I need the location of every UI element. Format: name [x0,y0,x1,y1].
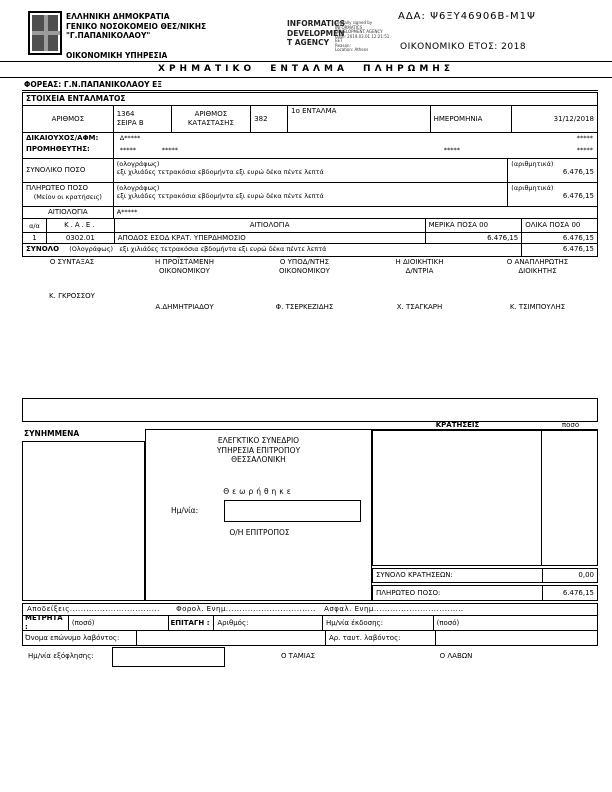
beneficiary-masked-right: ***** [576,134,593,142]
org-block [66,12,206,41]
deductions-amount-header: ποσό [543,421,598,431]
audit-court-line3: ΘΕΣΣΑΛΟΝΙΚΗ [231,455,286,464]
org-hospital-name: "Γ.ΠΑΠΑΝΙΚΟΛΑΟΥ" [66,31,151,40]
signature-column [22,258,122,318]
reason-row [22,207,598,219]
deductions-total-row [372,568,598,583]
signature-title: Ο ΥΠΟΔ/ΝΤΗΣ [279,258,330,266]
issue-date-label: Ημ/νία έκδοσης: [322,616,433,630]
kae-row-num: 1 [32,234,37,242]
signature-title-2: ΟΙΚΟΝΟΜΙΚΟΥ [279,267,330,275]
kae-row-reason: ΑΠΟΔΟΣ ΕΣΟΔ ΚΡΑΤ. ΥΠΕΡΔΗΜΟΣΙΟ [114,233,425,243]
supplier-masked-3: ***** [443,146,460,154]
signature-name: Φ. ΤΣΕΡΚΕΖΙΔΗΣ [275,303,334,311]
audit-date-label: Ημ/νία: [171,506,199,515]
kae-row-code: 0302.01 [46,233,114,243]
stamp-sig-line: Date: 2019.03.01 12:21:51 [335,33,390,39]
kae-total-words-cell [23,244,521,256]
beneficiary-supplier-values [113,133,597,158]
net-payable-label: ΠΛΗΡΩΤΕΟ ΠΟΣΟ: [376,588,441,597]
in-words-label: (ολογράφως) [116,184,160,192]
beneficiary-label: ΔΙΚΑΙΟΥΧΟΣ/ΑΦΜ: [26,134,99,142]
payable-amount-numeric-cell [507,183,597,206]
supplier-label: ΠΡΟΜΗΘΕΥΤΗΣ: [26,145,90,153]
signatures-block [22,258,598,318]
signature-title: Η ΔΙΟΙΚΗΤΙΚΗ [395,258,444,266]
deductions-header: ΚΡΑΤΗΣΕΙΣ [372,421,543,431]
deductions-list-area [373,430,542,565]
kae-row-total-amount: 6.476,15 [521,233,597,243]
kae-row-partial-amount: 6.476,15 [425,233,522,243]
org-republic: ΕΛΛΗΝΙΚΗ ΔΗΜΟΚΡΑΤΙΑ [66,12,170,21]
kae-col-kae: Κ.Α.Ε. [46,219,114,232]
details-number-row [22,106,598,133]
total-amount-numeric-cell [507,159,597,182]
kae-total-words: εξι χιλιάδες τετρακόσια εβδομήντα εξι ευρώ δέκα πέντε λεπτά [119,245,327,253]
payment-date-label: Ημ/νία εξόφλησης: [28,652,94,660]
audit-date-input-box [224,500,361,522]
deductions-total-value: 0,00 [542,569,597,582]
payment-method-row [22,616,598,631]
reason-value: Α***** [113,207,597,218]
kae-col-num: α/α [29,221,40,230]
signature-column [247,258,362,318]
stamp-sig-line: INFORMATICS [335,24,363,30]
details-section-header [22,92,598,106]
hospital-cross-logo [28,11,62,55]
recipient-id-label: Αρ. ταυτ. λαβόντος: [325,631,435,645]
audit-court-line1: ΕΛΕΓΚΤΙΚΟ ΣΥΝΕΔΡΙΟ [217,436,300,445]
signature-column [122,258,247,318]
payable-amount-row [22,183,598,207]
signature-name: Κ. ΤΣΙΜΠΟΥΛΗΣ [509,303,566,311]
commissioner-label: Ο/Η ΕΠΙΤΡΟΠΟΣ [229,528,290,537]
stamp-sig-line: Reason: [335,42,351,48]
payable-amount-numeric: 6.476,15 [562,192,594,200]
recipient-name-label: Όνομα επώνυμο λαβόντος: [25,633,120,642]
supplier-masked-1: ***** [119,146,136,154]
payable-amount-words: εξι χιλιάδες τετρακόσια εβδομήντα εξι ευρώ δέκα πέντε λεπτά [116,192,324,200]
net-payable-value: 6.476,15 [542,586,597,600]
payment-date-box [112,647,225,667]
stamp-sig-line: Location: Athens [335,47,369,52]
attachments-box [22,441,145,601]
logo-quadrant [32,15,44,31]
total-amount-label: ΣΥΝΟΛΙΚΟ ΠΟΣΟ [26,166,86,174]
cash-amount-label: (ποσό) [68,616,168,630]
fiscal-year: ΟΙΚΟΝΟΜΙΚΟ ΕΤΟΣ: 2018 [400,42,527,52]
status-number-value: 382 [250,106,287,132]
series-value: ΣΕΙΡΑ Β [116,119,144,127]
supplier-masked-2: ***** [161,146,178,154]
org-hospital: ΓΕΝΙΚΟ ΝΟΣΟΚΟΜΕΙΟ ΘΕΣ/ΝΙΚΗΣ [66,21,207,31]
stamp-line: DEVELOPMEN [287,28,345,38]
stamp-line: T AGENCY [287,38,330,47]
supplier-masked-4: ***** [576,146,593,154]
kae-col-total: ΟΛΙΚΑ ΠΟΣΑ 00 [521,219,597,232]
stamp-line: INFORMATICS [287,19,345,28]
total-amount-numeric: 6.476,15 [562,168,594,176]
entalma-ordinal: 1ο ΕΝΤΑΛΜΑ [287,106,429,132]
deductions-box [372,429,598,566]
insurance-clearance-leader: Ασφαλ. Ενημ................................. [324,605,464,613]
footer-certificates-row [22,603,598,616]
stamp-sig-line: EET [335,38,343,43]
org-department: ΟΙΚΟΝΟΜΙΚΗ ΥΠΗΡΕΣΙΑ [66,51,168,60]
attachments-label: ΣΥΝΗΜΜΕΝΑ [24,429,80,438]
kae-total-label: ΣΥΝΟΛΟ [26,245,60,253]
status-number-label: ΑΡΙΘΜΟΣ ΚΑΤΑΣΤΑΣΗΣ [171,106,251,132]
date-label: ΗΜΕΡΟΜΗΝΙΑ [430,106,512,132]
signature-title-2: ΟΙΚΟΝΟΜΙΚΟΥ [159,267,210,275]
header-divider [0,61,612,62]
signature-title-2: Δ/ΝΤΡΙΑ [405,267,434,275]
ada-code: ΑΔΑ: Ψ6ΞΥ46906Β-Μ1Ψ [398,11,536,22]
total-amount-words-cell [113,159,508,182]
signature-column [362,258,477,318]
title-divider [0,77,612,78]
cheque-number-label: Αριθμός: [213,616,322,630]
stamp-sig-line: DEVELOPMENT AGENCY [335,29,383,34]
signature-name: Κ. ΓΚΡΟΣΣΟΥ [49,292,95,300]
in-words-label: (ολογράφως) [116,160,160,168]
payable-amount-sublabel: (Μείον οι κρατήσεις) [33,193,102,201]
number-label: ΑΡΙΘΜΟΣ [51,114,85,123]
payable-amount-label: ΠΛΗΡΩΤΕΟ ΠΟΣΟ [26,184,89,192]
recipient-sign-label: Ο ΛΑΒΩΝ [439,652,473,660]
recipient-row [22,631,598,646]
kae-col-partial: ΜΕΡΙΚΑ ΠΟΣΑ 00 [425,219,522,232]
signature-title: Ο ΑΝΑΠΛΗΡΩΤΗΣ [506,258,569,266]
total-amount-row [22,159,598,183]
signature-name: Α.ΔΗΜΗΤΡΙΑΔΟΥ [155,303,214,311]
signature-title-2: ΔΙΟΙΚΗΤΗΣ [518,267,557,275]
kae-col-reason: ΑΙΤΙΟΛΟΓΙΑ [114,219,425,232]
cash-label: ΜΕΤΡΗΤΑ : [25,616,63,630]
details-section-title: ΣΤΟΙΧΕΙΑ ΕΝΤΑΛΜΑΤΟΣ [26,94,126,103]
cheque-amount-label: (ποσό) [433,616,597,630]
numeric-label: (αριθμητικά) [511,160,554,168]
kae-total-words-label: (Ολογράφως) [69,245,114,253]
logo-quadrant [32,35,44,51]
beneficiary-supplier-labels [23,133,113,158]
cheque-label: ΕΠΙΤΑΓΗ : [168,616,214,630]
audit-court-line2: ΥΠΗΡΕΣΙΑ ΕΠΙΤΡΟΠΟΥ [216,445,301,455]
logo-cross-horizontal [32,31,60,35]
signature-title: Η ΠΡΟΪΣΤΑΜΕΝΗ [155,258,214,266]
stamp-sig-line: Digitally signed by [335,20,373,25]
numeric-label: (αριθμητικά) [511,184,554,192]
recipient-id-field [435,631,597,645]
audit-court-box [145,429,372,601]
kae-table-row [22,233,598,244]
total-amount-words: εξι χιλιάδες τετρακόσια εβδομήντα εξι ευρώ δέκα πέντε λεπτά [116,168,324,176]
date-value: 31/12/2018 [511,106,597,132]
number-value-cell [113,106,171,132]
foreas-underline [22,90,598,91]
payable-amount-labels [23,183,113,206]
reason-label: ΑΙΤΙΟΛΟΓΙΑ [47,208,88,216]
document-title: ΧΡΗΜΑΤΙΚΟ ΕΝΤΑΛΜΑ ΠΛΗΡΩΜΗΣ [158,64,454,74]
signature-column [477,258,598,318]
payable-amount-words-cell [113,183,508,206]
recipient-name-field [136,631,325,645]
net-payable-row [372,585,598,601]
receipts-leader: Αποδείξεις................................. [27,605,160,613]
deductions-amount-area [542,430,597,565]
signature-name: Χ. ΤΣΑΓΚΑΡΗ [396,303,443,311]
kae-total-amount: 6.476,15 [521,244,597,256]
approved-label: Θεωρήθηκε [223,486,294,496]
kae-table-total-row [22,244,598,257]
kae-table-header [22,219,598,233]
cashier-label: Ο ΤΑΜΙΑΣ [280,652,316,660]
signature-title: Ο ΣΥΝΤΑΞΑΣ [49,258,95,266]
number-value: 1364 [116,110,135,118]
tax-clearance-leader: Φορολ. Ενημ................................. [176,605,316,613]
beneficiary-supplier-row [22,133,598,159]
beneficiary-value: Δ***** [119,134,141,142]
deductions-total-label: ΣΥΝΟΛΟ ΚΡΑΤΗΣΕΩΝ: [376,571,453,579]
foreas-line: ΦΟΡΕΑΣ: Γ.Ν.ΠΑΠΑΝΙΚΟΛΑΟΥ ΕΞ [24,80,162,89]
blank-notes-box [22,398,598,422]
